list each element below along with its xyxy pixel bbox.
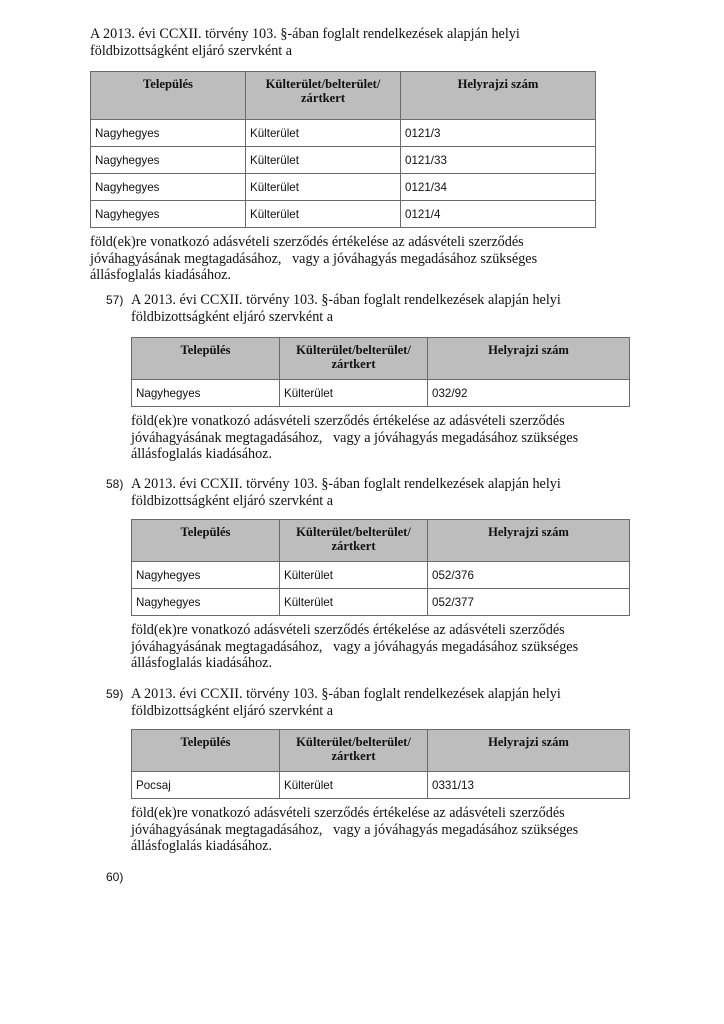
intro-line-1: A 2013. évi CCXII. törvény 103. §-ában foglalt rendelkezések alapján helyi: [131, 292, 561, 308]
table-header-row: [91, 72, 596, 120]
outro-line-1: föld(ek)re vonatkozó adásvételi szerződés értékelése az adásvételi szerződés: [131, 413, 565, 429]
cell-terulet: Külterület: [280, 380, 428, 407]
header-terulet: Külterület/belterület/ zártkert: [280, 730, 428, 772]
table-row: [91, 147, 596, 174]
table-row: [91, 120, 596, 147]
parcel-table: [131, 729, 630, 799]
intro-line-1: A 2013. évi CCXII. törvény 103. §-ában foglalt rendelkezések alapján helyi: [131, 476, 561, 492]
outro-line-2: jóváhagyásának megtagadásához, vagy a jóváhagyás megadásához szükséges: [131, 638, 579, 655]
parcel-table: [131, 337, 630, 407]
cell-helyrajzi-szam: 032/92: [428, 380, 630, 407]
cell-telepules: Nagyhegyes: [91, 120, 246, 147]
cell-telepules: Nagyhegyes: [91, 174, 246, 201]
intro-line-2: földbizottságként eljáró szervként a: [131, 308, 334, 325]
table-row: [132, 380, 630, 407]
table-row: [132, 562, 630, 589]
cell-telepules: Nagyhegyes: [91, 147, 246, 174]
header-helyrajzi-szam: Helyrajzi szám: [401, 72, 596, 120]
table-header-row: [132, 730, 630, 772]
cell-telepules: Nagyhegyes: [132, 380, 280, 407]
outro-line-2: jóváhagyásának megtagadásához, vagy a jóváhagyás megadásához szükséges: [131, 821, 579, 838]
cell-helyrajzi-szam: 0121/3: [401, 120, 596, 147]
table-row: [91, 174, 596, 201]
section-57: [131, 292, 651, 463]
outro-line-2: jóváhagyásának megtagadásához, vagy a jóváhagyás megadásához szükséges: [90, 250, 538, 267]
header-helyrajzi-szam: Helyrajzi szám: [428, 730, 630, 772]
cell-terulet: Külterület: [280, 589, 428, 616]
cell-terulet: Külterület: [246, 120, 401, 147]
item-number: 57): [106, 293, 124, 307]
header-telepules: Település: [132, 338, 280, 380]
cell-terulet: Külterület: [246, 201, 401, 228]
header-terulet: Külterület/belterület/ zártkert: [246, 72, 401, 120]
intro-line-1: A 2013. évi CCXII. törvény 103. §-ában foglalt rendelkezések alapján helyi: [90, 26, 520, 42]
header-telepules: Település: [91, 72, 246, 120]
table-header-row: [132, 338, 630, 380]
item-number: 58): [106, 477, 124, 491]
section-59: [131, 686, 651, 855]
cell-helyrajzi-szam: 0121/33: [401, 147, 596, 174]
table-row: [132, 589, 630, 616]
outro-line-3: állásfoglalás kiadásához.: [131, 446, 273, 462]
cell-helyrajzi-szam: 0331/13: [428, 772, 630, 799]
intro-line-1: A 2013. évi CCXII. törvény 103. §-ában foglalt rendelkezések alapján helyi: [131, 686, 561, 702]
outro-line-1: föld(ek)re vonatkozó adásvételi szerződés értékelése az adásvételi szerződés: [90, 234, 524, 250]
table-row: [91, 201, 596, 228]
cell-terulet: Külterület: [246, 147, 401, 174]
parcel-table: [131, 519, 630, 616]
cell-helyrajzi-szam: 0121/4: [401, 201, 596, 228]
outro-line-1: föld(ek)re vonatkozó adásvételi szerződés értékelése az adásvételi szerződés: [131, 805, 565, 821]
section-0: [90, 26, 630, 284]
intro-line-2: földbizottságként eljáró szervként a: [131, 702, 334, 719]
cell-terulet: Külterület: [246, 174, 401, 201]
cell-helyrajzi-szam: 0121/34: [401, 174, 596, 201]
item-number: 60): [106, 870, 124, 884]
header-telepules: Település: [132, 520, 280, 562]
intro-line-2: földbizottságként eljáró szervként a: [90, 42, 293, 59]
cell-terulet: Külterület: [280, 562, 428, 589]
section-58: [131, 476, 651, 672]
cell-telepules: Pocsaj: [132, 772, 280, 799]
cell-telepules: Nagyhegyes: [132, 589, 280, 616]
header-helyrajzi-szam: Helyrajzi szám: [428, 520, 630, 562]
table-header-row: [132, 520, 630, 562]
cell-helyrajzi-szam: 052/377: [428, 589, 630, 616]
cell-telepules: Nagyhegyes: [132, 562, 280, 589]
item-number: 59): [106, 687, 124, 701]
header-helyrajzi-szam: Helyrajzi szám: [428, 338, 630, 380]
outro-line-3: állásfoglalás kiadásához.: [131, 838, 273, 854]
outro-line-2: jóváhagyásának megtagadásához, vagy a jóváhagyás megadásához szükséges: [131, 429, 579, 446]
outro-line-3: állásfoglalás kiadásához.: [90, 267, 232, 283]
table-row: [132, 772, 630, 799]
header-terulet: Külterület/belterület/ zártkert: [280, 338, 428, 380]
header-telepules: Település: [132, 730, 280, 772]
parcel-table: [90, 71, 596, 228]
outro-line-1: föld(ek)re vonatkozó adásvételi szerződés értékelése az adásvételi szerződés: [131, 622, 565, 638]
intro-line-2: földbizottságként eljáró szervként a: [131, 492, 334, 509]
cell-telepules: Nagyhegyes: [91, 201, 246, 228]
header-terulet: Külterület/belterület/ zártkert: [280, 520, 428, 562]
outro-line-3: állásfoglalás kiadásához.: [131, 655, 273, 671]
cell-terulet: Külterület: [280, 772, 428, 799]
cell-helyrajzi-szam: 052/376: [428, 562, 630, 589]
